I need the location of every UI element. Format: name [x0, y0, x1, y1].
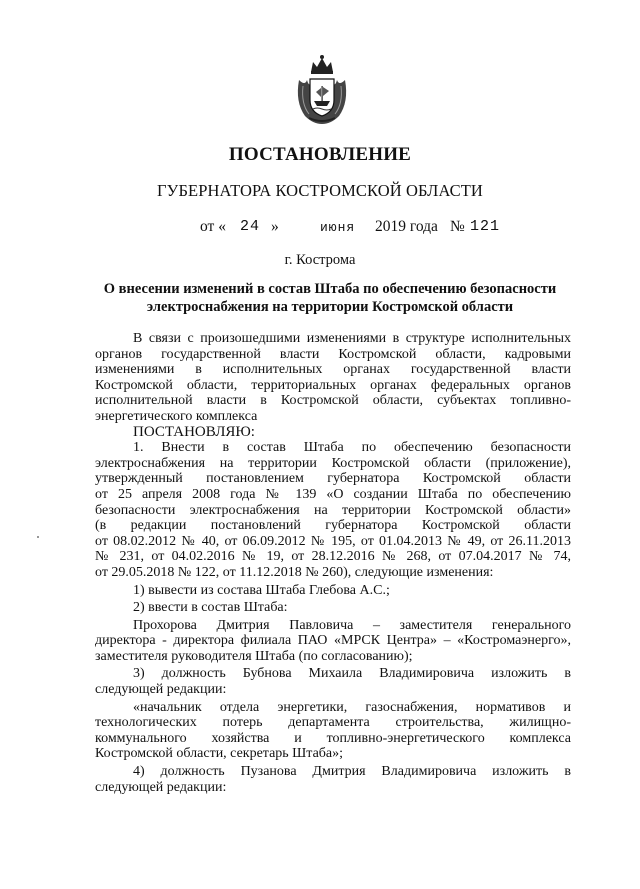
paragraph-line: Прохорова Дмитрия Павловича – заместителя генерального — [133, 617, 571, 633]
paragraph-line: следующей редакции: — [95, 682, 227, 698]
city-line: г. Кострома — [284, 252, 356, 268]
document-title: ПОСТАНОВЛЕНИЕ — [228, 144, 412, 165]
document-subject — [90, 280, 570, 316]
paragraph-line: безопасности электроснабжения на территории Костромской области» — [95, 502, 571, 518]
paragraph-line: от 25 апреля 2008 года № 139 «О создании Штаба по обеспечению — [95, 486, 571, 502]
subject-line: электроснабжения на территории Костромской области — [146, 299, 514, 315]
paragraph-line: коммунального хозяйства и топливно-энергетического комплекса — [95, 730, 571, 746]
date-day: 24 — [240, 218, 261, 235]
subject-line: О внесении изменений в состав Штаба по обеспечению безопасности — [103, 281, 557, 297]
paragraph-line: органов государственной власти Костромской области, кадровыми — [95, 346, 571, 362]
paragraph-line: директора - директора филиала ПАО «МРСК Центра» – «Костромаэнерго», — [95, 633, 571, 649]
paragraph-line: утвержденный постановлением губернатора Костромской области — [95, 471, 571, 487]
paragraph-line: «начальник отдела энергетики, газоснабжения, нормативов и — [133, 699, 571, 715]
paragraph-line: энергетического комплекса — [95, 408, 258, 424]
document-number: 121 — [470, 218, 501, 235]
date-prefix: от « — [200, 218, 226, 235]
paragraph-line: исполнительной власти в Костромской области, субъектах топливно- — [95, 393, 571, 409]
list-item: 1) вывести из состава Штаба Глебова А.С.; — [133, 582, 390, 598]
paragraph-line: № 231, от 04.02.2016 № 19, от 28.12.2016 № 268, от 07.04.2017 № 74, — [95, 549, 571, 565]
date-quote-close: » — [271, 218, 279, 235]
paragraph-line: изменениями в исполнительных органах государственной власти — [95, 362, 571, 378]
paragraph-line: (в редакции постановлений губернатора Костромской области — [95, 518, 571, 534]
paragraph-line: заместителя руководителя Штаба (по согласованию); — [95, 648, 413, 664]
issuer-subtitle: ГУБЕРНАТОРА КОСТРОМСКОЙ ОБЛАСТИ — [157, 181, 483, 200]
paragraph-line: технологических потерь департамента строительства, жилищно- — [95, 715, 571, 731]
paragraph-line: Костромской области, территориальных органах федеральных органов — [95, 377, 571, 393]
paragraph-line: Костромской области, секретарь Штаба»; — [95, 746, 344, 762]
paragraph-line: от 08.02.2012 № 40, от 06.09.2012 № 195, от 01.04.2013 № 49, от 26.11.2013 — [95, 533, 571, 549]
paragraph-line: 3) должность Бубнова Михаила Владимировича изложить в — [133, 666, 571, 682]
date-year: 2019 года — [375, 218, 438, 235]
paragraph-line: 4) должность Пузанова Дмитрия Владимировича изложить в — [133, 764, 571, 780]
paragraph-line: следующей редакции: — [95, 779, 227, 795]
coat-of-arms-emblem — [293, 52, 351, 126]
paragraph-line: электроснабжения на территории Костромской области (приложение), — [95, 455, 571, 471]
number-sign: № — [450, 218, 465, 235]
decree-word: ПОСТАНОВЛЯЮ: — [133, 423, 255, 440]
date-number-line — [0, 218, 640, 240]
document-body — [95, 331, 571, 795]
date-month: июня — [320, 220, 356, 235]
scan-speck — [37, 536, 39, 538]
paragraph-line: В связи с произошедшими изменениями в структуре исполнительных — [133, 331, 571, 346]
list-item: 2) ввести в состав Штаба: — [133, 600, 288, 616]
paragraph-line: 1. Внести в состав Штаба по обеспечению безопасности — [133, 440, 571, 456]
paragraph-line: от 29.05.2018 № 122, от 11.12.2018 № 260), следующие изменения: — [95, 564, 494, 580]
